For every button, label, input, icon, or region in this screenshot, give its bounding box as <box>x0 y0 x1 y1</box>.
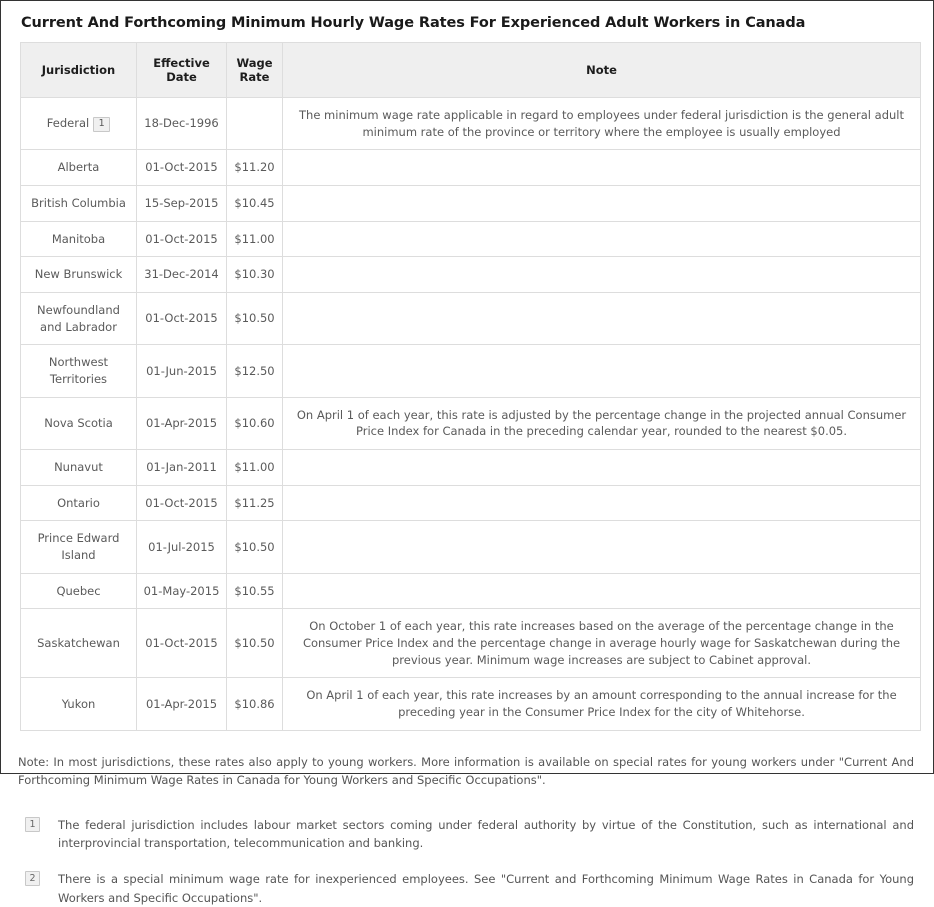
cell-jurisdiction <box>21 485 137 521</box>
cell-wage-rate: $10.45 <box>227 186 283 222</box>
cell-wage-rate: $11.00 <box>227 221 283 257</box>
cell-note <box>283 221 921 257</box>
cell-jurisdiction <box>21 345 137 397</box>
footnote-text: The federal jurisdiction includes labour market sectors coming under federal authority by virtue of the Constitution, such as international and interprovincial transportation, telecommunication and banking. <box>58 817 914 850</box>
footnotes-list <box>25 816 914 907</box>
cell-effective-date: 01-Apr-2015 <box>137 678 227 730</box>
jurisdiction-label: Manitoba <box>51 231 106 246</box>
cell-effective-date: 01-Jan-2011 <box>137 450 227 486</box>
cell-wage-rate: $11.25 <box>227 485 283 521</box>
cell-effective-date: 01-May-2015 <box>137 573 227 609</box>
table-body <box>21 98 921 731</box>
cell-jurisdiction <box>21 397 137 449</box>
cell-note <box>283 186 921 222</box>
cell-jurisdiction <box>21 450 137 486</box>
jurisdiction-label: Saskatchewan <box>37 636 120 651</box>
cell-note <box>283 485 921 521</box>
footnote-number-badge[interactable]: 1 <box>25 817 40 832</box>
cell-note <box>283 573 921 609</box>
cell-effective-date: 01-Oct-2015 <box>137 485 227 521</box>
cell-note: The minimum wage rate applicable in regard to employees under federal jurisdiction is the general adult minimum rate of the province or territory where the employee is usually employed <box>283 98 921 150</box>
table-row <box>21 485 921 521</box>
jurisdiction-label: Northwest Territories <box>48 355 109 387</box>
table-row <box>21 450 921 486</box>
cell-effective-date: 01-Apr-2015 <box>137 397 227 449</box>
cell-effective-date: 01-Oct-2015 <box>137 293 227 345</box>
jurisdiction-label: Nova Scotia <box>44 416 113 431</box>
cell-effective-date: 18-Dec-1996 <box>137 98 227 150</box>
cell-jurisdiction <box>21 98 137 150</box>
table-header-row <box>21 43 921 98</box>
cell-note <box>283 521 921 573</box>
jurisdiction-label: Prince Edward Island <box>37 531 120 563</box>
jurisdiction-label: Quebec <box>56 583 101 598</box>
table-row <box>21 293 921 345</box>
cell-effective-date: 01-Oct-2015 <box>137 609 227 678</box>
cell-note <box>283 150 921 186</box>
jurisdiction-label: Federal <box>46 116 90 131</box>
table-row <box>21 521 921 573</box>
cell-wage-rate: $11.00 <box>227 450 283 486</box>
column-header-jurisdiction: Jurisdiction <box>21 43 137 98</box>
column-header-effective-date: Effective Date <box>137 43 227 98</box>
page-title: Current And Forthcoming Minimum Hourly Wage Rates For Experienced Adult Workers in Canada <box>21 15 806 31</box>
cell-note: On October 1 of each year, this rate increases based on the average of the percentage change in the Consumer Price Index and the percentage change in average hourly wage for Saskatchewan during the previous year. Minimum wage increases are subject to Cabinet approval. <box>283 609 921 678</box>
cell-effective-date: 01-Jun-2015 <box>137 345 227 397</box>
cell-wage-rate: $10.50 <box>227 293 283 345</box>
footnote-marker-badge[interactable]: 1 <box>93 117 110 132</box>
cell-wage-rate: $12.50 <box>227 345 283 397</box>
table-row <box>21 573 921 609</box>
cell-wage-rate: $10.86 <box>227 678 283 730</box>
cell-jurisdiction <box>21 186 137 222</box>
table-row <box>21 678 921 730</box>
footnote-number-badge[interactable]: 2 <box>25 871 40 886</box>
cell-effective-date: 01-Oct-2015 <box>137 221 227 257</box>
table-row <box>21 609 921 678</box>
table-row <box>21 257 921 293</box>
jurisdiction-label: Newfoundland and Labrador <box>37 303 120 334</box>
cell-note <box>283 450 921 486</box>
cell-note <box>283 293 921 345</box>
cell-effective-date: 01-Oct-2015 <box>137 150 227 186</box>
jurisdiction-label: New Brunswick <box>34 267 123 282</box>
cell-note: On April 1 of each year, this rate is adjusted by the percentage change in the projected annual Consumer Price Index for Canada in the preceding calendar year, rounded to the nearest $0.05. <box>283 397 921 449</box>
cell-jurisdiction <box>21 573 137 609</box>
cell-jurisdiction <box>21 221 137 257</box>
cell-jurisdiction <box>21 293 137 345</box>
jurisdiction-label: Ontario <box>57 495 100 510</box>
footnote-item <box>25 870 914 907</box>
table-row <box>21 150 921 186</box>
cell-wage-rate <box>227 98 283 150</box>
cell-wage-rate: $10.55 <box>227 573 283 609</box>
column-header-note: Note <box>283 43 921 98</box>
cell-wage-rate: $10.50 <box>227 609 283 678</box>
cell-wage-rate: $10.50 <box>227 521 283 573</box>
cell-wage-rate: $10.60 <box>227 397 283 449</box>
jurisdiction-label: Nunavut <box>54 460 103 475</box>
cell-note <box>283 345 921 397</box>
cell-note: On April 1 of each year, this rate increases by an amount corresponding to the annual increase for the preceding year in the Consumer Price Index for the city of Whitehorse. <box>283 678 921 730</box>
minimum-wage-table <box>20 42 921 731</box>
cell-jurisdiction <box>21 257 137 293</box>
cell-effective-date: 31-Dec-2014 <box>137 257 227 293</box>
cell-jurisdiction <box>21 609 137 678</box>
table-row <box>21 98 921 150</box>
cell-note <box>283 257 921 293</box>
cell-effective-date: 15-Sep-2015 <box>137 186 227 222</box>
cell-jurisdiction <box>21 678 137 730</box>
table-row <box>21 186 921 222</box>
column-header-wage-rate: Wage Rate <box>227 43 283 98</box>
cell-wage-rate: $11.20 <box>227 150 283 186</box>
cell-jurisdiction <box>21 521 137 573</box>
table-header <box>21 43 921 98</box>
general-note: Note: In most jurisdictions, these rates also apply to young workers. More information is available on special rates for young workers under "Current And Forthcoming Minimum Wage Rates in Canada for Young Workers and Specific Occupations". <box>18 754 914 788</box>
footnote-text: There is a special minimum wage rate for inexperienced employees. See "Current and Forthcoming Minimum Wage Rates in Canada for Young Workers and Specific Occupations". <box>58 872 914 905</box>
cell-effective-date: 01-Jul-2015 <box>137 521 227 573</box>
cell-wage-rate: $10.30 <box>227 257 283 293</box>
jurisdiction-label: Yukon <box>61 696 96 711</box>
cell-jurisdiction <box>21 150 137 186</box>
jurisdiction-label: British Columbia <box>31 196 126 211</box>
table-row <box>21 397 921 449</box>
table-row <box>21 345 921 397</box>
jurisdiction-label: Alberta <box>57 160 100 175</box>
footnote-item <box>25 816 914 853</box>
table-row <box>21 221 921 257</box>
